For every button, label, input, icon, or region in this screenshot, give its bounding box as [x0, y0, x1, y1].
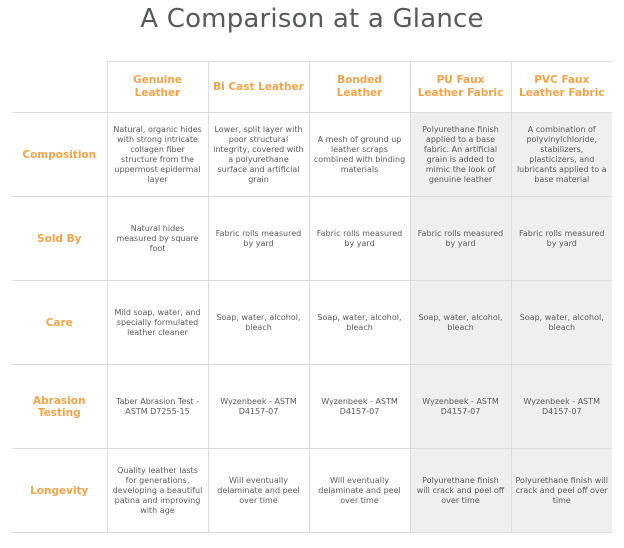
column-header-pu-faux-leather: PU Faux Leather Fabric — [410, 62, 511, 113]
table-cell: Lower, split layer with poor structural integrity, covered with a polyurethane surface and artificial grain — [208, 113, 309, 197]
table-cell: Natural hides measured by square foot — [107, 197, 208, 281]
table-cell: Natural, organic hides with strong intricate collagen fiber structure from the uppermost epidermal layer — [107, 113, 208, 197]
column-header-bonded-leather: Bonded Leather — [309, 62, 410, 113]
table-row-sold-by — [12, 197, 612, 281]
row-label-care: Care — [12, 281, 107, 365]
table-row-composition — [12, 113, 612, 197]
table-cell: A combination of polyvinylchloride, stabilizers, plasticizers, and lubricants applied to a base material — [511, 113, 612, 197]
table-cell: Soap, water, alcohol, bleach — [410, 281, 511, 365]
header-row — [12, 62, 612, 113]
row-label-longevity: Longevity — [12, 449, 107, 533]
column-header-genuine-leather: Genuine Leather — [107, 62, 208, 113]
row-label-composition: Composition — [12, 113, 107, 197]
table-cell: Polyurethane finish will crack and peel off over time — [511, 449, 612, 533]
comparison-table — [12, 61, 612, 533]
table-cell: Polyurethane finish will crack and peel off over time — [410, 449, 511, 533]
table-cell: Fabric rolls measured by yard — [410, 197, 511, 281]
table-cell: Soap, water, alcohol, bleach — [511, 281, 612, 365]
table-cell: Wyzenbeek - ASTM D4157-07 — [410, 365, 511, 449]
row-label-sold-by: Sold By — [12, 197, 107, 281]
table-row-longevity — [12, 449, 612, 533]
table-cell: Soap, water, alcohol, bleach — [309, 281, 410, 365]
table-cell: Mild soap, water, and specially formulated leather cleaner — [107, 281, 208, 365]
table-cell: Will eventually delaminate and peel over time — [309, 449, 410, 533]
page-title: A Comparison at a Glance — [140, 4, 484, 34]
row-label-abrasion-testing: Abrasion Testing — [12, 365, 107, 449]
table-cell: Soap, water, alcohol, bleach — [208, 281, 309, 365]
table-cell: A mesh of ground up leather scraps combined with binding materials — [309, 113, 410, 197]
column-header-pvc-faux-leather: PVC Faux Leather Fabric — [511, 62, 612, 113]
table-cell: Fabric rolls measured by yard — [309, 197, 410, 281]
table-cell: Wyzenbeek - ASTM D4157-07 — [208, 365, 309, 449]
column-header-bi-cast-leather: Bi Cast Leather — [208, 62, 309, 113]
table-cell: Fabric rolls measured by yard — [208, 197, 309, 281]
table-row-care — [12, 281, 612, 365]
table-row-abrasion-testing — [12, 365, 612, 449]
table-cell: Quality leather lasts for generations, developing a beautiful patina and improving with age — [107, 449, 208, 533]
table-cell: Taber Abrasion Test - ASTM D7255-15 — [107, 365, 208, 449]
table-cell: Wyzenbeek - ASTM D4157-07 — [309, 365, 410, 449]
table-cell: Polyurethane finish applied to a base fabric. An artificial grain is added to mimic the look of genuine leather — [410, 113, 511, 197]
table-cell: Fabric rolls measured by yard — [511, 197, 612, 281]
header-corner — [12, 62, 107, 113]
table-cell: Will eventually delaminate and peel over time — [208, 449, 309, 533]
table-cell: Wyzenbeek - ASTM D4157-07 — [511, 365, 612, 449]
